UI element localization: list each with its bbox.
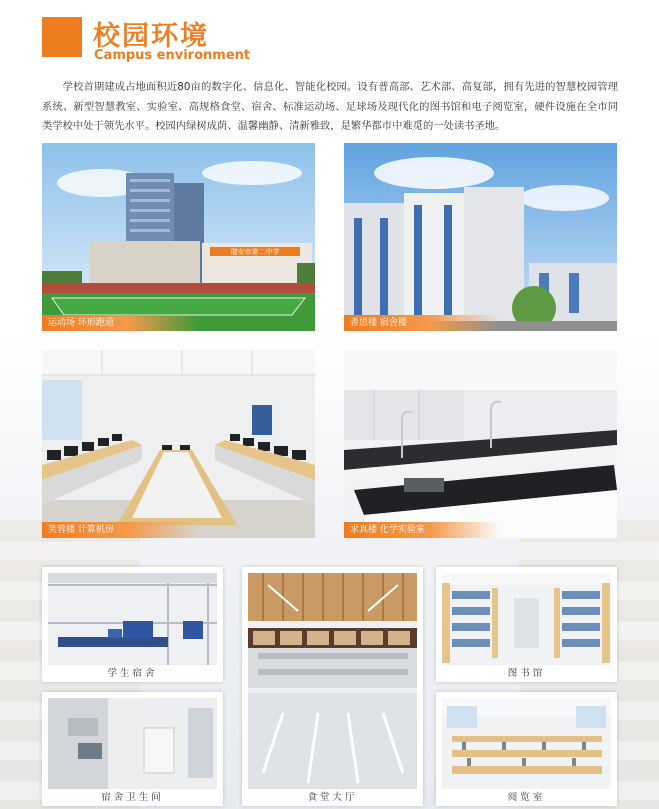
photo-caption: 食堂大厅 [307, 792, 358, 803]
photo-caption: 运动场 环形跑道 [42, 315, 198, 331]
photo-computer-lab [42, 350, 315, 538]
photo-dorm-bathroom [42, 692, 223, 806]
photo-sports-field [42, 143, 315, 331]
section-subtitle: Campus environment [94, 48, 251, 63]
intro-paragraph: 学校首期建成占地面积近80亩的数字化、信息化、智能化校园。设有普高部、艺术部、高复部，拥有先进的智慧校园管理系统、新型智慧教室、实验室、高规格食堂、宿舍、标准运动场、足球场及现代化的图书馆和电子阅览室，硬件设施在全市同类学校中处于领先水平。校园内绿树成荫、温馨幽静、清新雅致，是繁华都市中难觅的一处读书圣地。 [42, 81, 618, 132]
section-title: 校园环境 [93, 21, 209, 52]
photo-caption: 图书馆 [507, 668, 546, 679]
title-accent-block [42, 17, 82, 57]
photo-library [436, 567, 617, 682]
photo-chem-lab [344, 350, 617, 538]
photo-student-dorm [42, 567, 223, 682]
photo-caption: 求真楼 化学实验室 [344, 522, 500, 538]
photo-caption: 宿舍卫生间 [101, 792, 164, 803]
photo-caption: 阅览室 [507, 792, 546, 803]
photo-caption: 笑蓉楼 计算机房 [42, 522, 198, 538]
photo-caption: 学生宿舍 [107, 668, 158, 679]
school-signage: 瑞安市第二中学 [230, 248, 280, 256]
photo-dorm-building [344, 143, 617, 331]
photo-reading-room [436, 692, 617, 806]
photo-caption: 善思楼 宿舍楼 [344, 315, 500, 331]
photo-canteen [242, 567, 423, 806]
